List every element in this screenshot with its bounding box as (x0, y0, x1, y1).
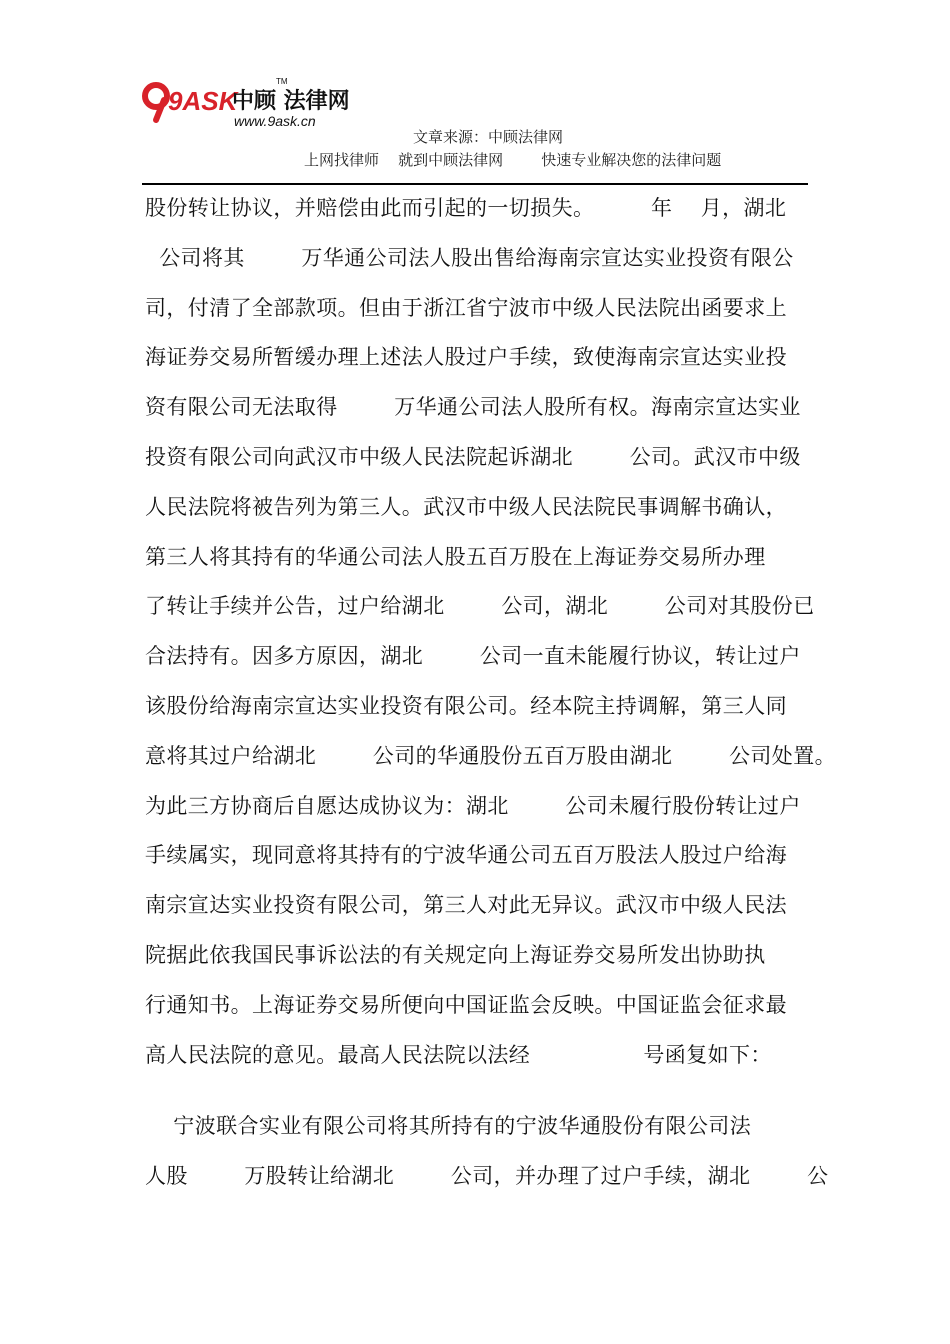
slogan-line: 上网找律师 就到中顾法律网 快速专业解决您的法律问题 (304, 151, 722, 169)
text-line: 了转让手续并公告，过户给湖北 公司，湖北 公司对其股份已 (145, 594, 815, 619)
article-body (145, 192, 837, 1210)
logo-graphic (142, 72, 372, 132)
text-line: 院据此依我国民事诉讼法的有关规定向上海证券交易所发出协助执 (145, 942, 766, 967)
logo-cn: 中顾 法律网 (232, 89, 350, 114)
text-line: 手续属实，现同意将其持有的宁波华通公司五百万股法人股过户给海 (145, 843, 787, 868)
source-line: 文章来源：中顾法律网 (413, 128, 564, 146)
logo-url: www.9ask.cn (234, 113, 316, 129)
site-logo[interactable] (142, 72, 372, 132)
text-line: 人民法院将被告列为第三人。武汉市中级人民法院民事调解书确认， (145, 494, 787, 519)
text-line: 投资有限公司向武汉市中级人民法院起诉湖北 公司。武汉市中级 (145, 444, 801, 469)
logo-mark: 9ASK (168, 86, 238, 116)
text-line: 公司将其 万华通公司法人股出售给海南宗宣达实业投资有限公 (145, 245, 794, 270)
text-line: 为此三方协商后自愿达成协议为：湖北 公司未履行股份转让过户 (145, 793, 801, 818)
text-line: 意将其过户给湖北 公司的华通股份五百万股由湖北 公司处置。 (145, 743, 837, 768)
text-line: 高人民法院的意见。最高人民法院以法经 号函复如下： (145, 1042, 772, 1067)
header-divider (142, 183, 808, 185)
text-line: 人股 万股转让给湖北 公司，并办理了过户手续，湖北 公 (145, 1164, 829, 1189)
text-line: 宁波联合实业有限公司将其所持有的宁波华通股份有限公司法 (145, 1114, 752, 1139)
text-line: 该股份给海南宗宣达实业投资有限公司。经本院主持调解，第三人同 (145, 693, 787, 718)
text-line: 司，付清了全部款项。但由于浙江省宁波市中级人民法院出函要求上 (145, 295, 787, 320)
text-line: 资有限公司无法取得 万华通公司法人股所有权。海南宗宣达实业 (145, 395, 801, 420)
text-line: 第三人将其持有的华通公司法人股五百万股在上海证券交易所办理 (145, 544, 766, 569)
paragraph-1 (145, 192, 837, 1088)
paragraph-gap (145, 1088, 810, 1110)
text-line: 合法持有。因多方原因，湖北 公司一直未能履行协议，转让过户 (145, 644, 801, 669)
text-line: 行通知书。上海证券交易所便向中国证监会反映。中国证监会征求最 (145, 992, 787, 1017)
paragraph-2 (145, 1110, 829, 1210)
text-line: 南宗宣达实业投资有限公司，第三人对此无异议。武汉市中级人民法 (145, 893, 787, 918)
text-line: 股份转让协议，并赔偿由此而引起的一切损失。 年 月，湖北 (145, 196, 787, 220)
logo-tm: TM (276, 77, 288, 86)
text-line: 海证券交易所暂缓办理上述法人股过户手续，致使海南宗宣达实业投 (145, 345, 787, 370)
